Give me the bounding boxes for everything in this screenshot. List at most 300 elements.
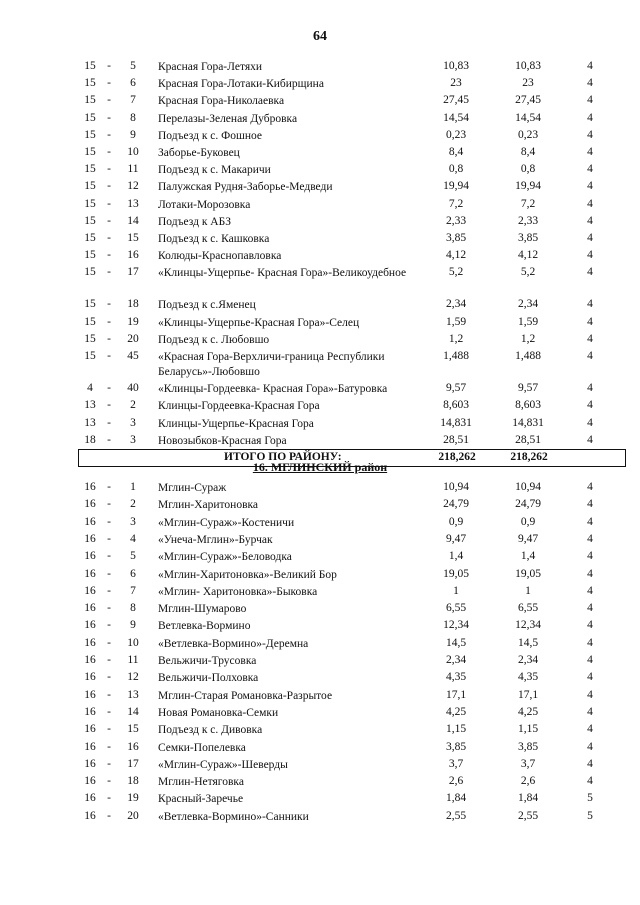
road-category: 4 [587, 705, 593, 718]
table-row [0, 533, 640, 550]
road-district-number: 16 [84, 498, 96, 511]
table-row [0, 232, 640, 249]
number-separator: - [107, 249, 111, 262]
road-district-number: 15 [84, 128, 96, 141]
road-length-2: 1,15 [517, 723, 539, 736]
road-number: 12 [127, 671, 139, 684]
road-name: Красная Гора-Летяхи [158, 61, 263, 73]
road-number: 6 [130, 77, 136, 90]
road-length: 1 [453, 584, 459, 597]
road-length-2: 1 [525, 584, 531, 597]
road-number: 13 [127, 197, 139, 210]
table-row [0, 654, 640, 671]
road-district-number: 15 [84, 266, 96, 279]
number-separator: - [107, 775, 111, 788]
road-name: «Клинцы-Ущерпье-Красная Гора»-Селец [158, 316, 360, 329]
number-separator: - [107, 809, 111, 822]
road-district-number: 16 [84, 654, 96, 666]
road-length-2: 1,84 [517, 792, 539, 805]
table-row [0, 350, 640, 382]
table-row [0, 602, 640, 619]
road-district-number: 15 [84, 232, 96, 244]
road-length-2: 24,79 [515, 498, 541, 511]
road-number: 10 [127, 636, 139, 649]
road-district-number: 15 [84, 350, 96, 362]
road-name: Мглин-Старая Романовка-Разрытое [158, 689, 333, 702]
road-name: Мглин-Нетяговка [158, 776, 244, 789]
road-length-2: 3,85 [517, 740, 539, 753]
road-category: 4 [587, 94, 593, 107]
table-row [0, 417, 640, 434]
road-name: Вельжичи-Трусовка [158, 655, 257, 667]
road-name: «Клинцы-Ущерпье- Красная Гора»-Великоудебное [158, 267, 407, 280]
number-separator: - [107, 619, 111, 632]
number-separator: - [107, 111, 111, 124]
road-number: 40 [127, 382, 139, 394]
road-number: 12 [127, 180, 139, 193]
road-district-number: 15 [84, 77, 96, 90]
road-category: 4 [587, 602, 593, 615]
road-district-number: 16 [84, 688, 96, 701]
table-row [0, 112, 640, 129]
road-district-number: 16 [84, 757, 96, 770]
road-number: 14 [127, 214, 139, 227]
road-name: Клинцы-Гордеевка-Красная Гора [158, 400, 320, 413]
road-length-2: 0,9 [520, 515, 536, 528]
road-length: 1,84 [445, 792, 467, 805]
road-length-2: 19,94 [515, 180, 541, 193]
road-length: 14,54 [443, 111, 469, 124]
road-category: 5 [587, 792, 593, 805]
road-number: 16 [127, 249, 139, 262]
number-separator: - [107, 214, 111, 227]
road-name: «Ветлевка-Вормино»-Санники [158, 810, 309, 823]
road-length: 1,15 [445, 723, 467, 736]
road-category: 4 [587, 163, 593, 176]
road-category: 4 [587, 433, 593, 446]
road-district-number: 16 [84, 671, 96, 684]
number-separator: - [107, 498, 111, 511]
road-number: 7 [130, 584, 136, 597]
road-length-2: 14,54 [515, 111, 541, 124]
road-name: «Унеча-Мглин»-Бурчак [158, 533, 273, 546]
number-separator: - [107, 636, 111, 649]
number-separator: - [107, 399, 111, 412]
road-length: 14,5 [445, 636, 467, 649]
number-separator: - [107, 332, 111, 345]
road-category: 4 [587, 416, 593, 429]
road-length-2: 7,2 [520, 197, 536, 210]
road-number: 2 [130, 498, 136, 511]
table-row [0, 792, 640, 809]
road-district-number: 15 [84, 94, 96, 107]
road-category: 4 [587, 77, 593, 90]
road-district-number: 15 [84, 180, 96, 193]
road-district-number: 15 [84, 163, 96, 176]
number-separator: - [107, 705, 111, 718]
road-category: 4 [587, 723, 593, 736]
road-length-2: 0,8 [520, 163, 536, 176]
road-number: 5 [130, 60, 136, 72]
total-label: ИТОГО ПО РАЙОНУ: [224, 451, 342, 463]
road-number: 8 [130, 602, 136, 615]
number-separator: - [107, 94, 111, 107]
road-category: 4 [587, 550, 593, 563]
road-number: 16 [127, 740, 139, 753]
road-length: 8,4 [448, 146, 464, 158]
table-row [0, 298, 640, 315]
road-number: 2 [130, 399, 136, 412]
road-name: «Мглин-Харитоновка»-Великий Бор [158, 568, 337, 581]
road-length-2: 27,45 [515, 94, 541, 107]
road-name: Новая Романовка-Семки [158, 706, 279, 719]
road-district-number: 4 [87, 382, 93, 394]
road-district-number: 16 [84, 481, 96, 493]
road-category: 4 [587, 180, 593, 193]
road-district-number: 16 [84, 619, 96, 632]
road-number: 14 [127, 705, 139, 718]
number-separator: - [107, 315, 111, 328]
road-name: «Мглин- Харитоновка»-Быковка [158, 585, 318, 598]
road-length: 0,9 [448, 515, 464, 528]
road-number: 15 [127, 723, 139, 736]
road-name: Подъезд к с. Кашковка [158, 233, 270, 245]
number-separator: - [107, 481, 111, 493]
number-separator: - [107, 602, 111, 615]
road-length: 3,85 [445, 740, 467, 753]
road-length: 4,25 [445, 705, 467, 718]
table-row [0, 77, 640, 94]
number-separator: - [107, 567, 111, 580]
table-row [0, 266, 640, 298]
number-separator: - [107, 197, 111, 210]
road-number: 3 [130, 416, 136, 429]
road-length: 0,23 [445, 128, 467, 141]
table-row [0, 198, 640, 215]
road-name: Ветлевка-Вормино [158, 620, 251, 633]
road-length-2: 10,83 [515, 60, 541, 72]
road-length: 10,94 [443, 481, 469, 493]
road-length-2: 9,47 [517, 532, 539, 545]
road-length: 4,12 [445, 249, 467, 262]
road-number: 18 [127, 775, 139, 788]
table-row [0, 689, 640, 706]
table-row [0, 741, 640, 758]
road-number: 17 [127, 757, 139, 770]
road-length-2: 1,2 [520, 332, 536, 345]
road-category: 4 [587, 266, 593, 279]
road-length: 17,1 [445, 688, 467, 701]
road-number: 45 [127, 350, 139, 362]
road-name: Колюды-Краснопавловка [158, 250, 282, 263]
road-district-number: 16 [84, 636, 96, 649]
road-number: 20 [127, 332, 139, 345]
road-number: 15 [127, 232, 139, 244]
road-name: Красная Гора-Николаевка [158, 95, 285, 108]
road-number: 3 [130, 433, 136, 446]
number-separator: - [107, 654, 111, 666]
road-district-number: 16 [84, 550, 96, 563]
table-row [0, 723, 640, 740]
road-district-number: 15 [84, 60, 96, 72]
number-separator: - [107, 266, 111, 279]
number-separator: - [107, 232, 111, 244]
road-number: 11 [127, 163, 139, 176]
road-category: 4 [587, 671, 593, 684]
road-category: 4 [587, 498, 593, 511]
road-name: Красная Гора-Лотаки-Кибирщина [158, 78, 324, 91]
road-length-2: 2,6 [520, 775, 536, 788]
road-number: 1 [130, 481, 136, 493]
road-length-2: 4,35 [517, 671, 539, 684]
table-row [0, 585, 640, 602]
road-length-2: 1,4 [520, 550, 536, 563]
number-separator: - [107, 792, 111, 805]
road-number: 3 [130, 515, 136, 528]
road-name: Мглин-Сураж [158, 482, 227, 494]
road-length-2: 23 [522, 77, 534, 90]
road-name: Красный-Заречье [158, 793, 244, 806]
road-length-2: 6,55 [517, 602, 539, 615]
road-length: 19,94 [443, 180, 469, 193]
road-category: 4 [587, 214, 593, 227]
road-number: 7 [130, 94, 136, 107]
road-length-2: 5,2 [520, 266, 536, 279]
number-separator: - [107, 757, 111, 770]
road-length-2: 0,23 [517, 128, 539, 141]
road-number: 6 [130, 567, 136, 580]
road-category: 4 [587, 197, 593, 210]
road-name: Мглин-Харитоновка [158, 499, 259, 512]
road-district-number: 16 [84, 740, 96, 753]
road-length-2: 19,05 [515, 567, 541, 580]
road-category: 4 [587, 584, 593, 597]
table-row [0, 550, 640, 567]
road-length-2: 2,34 [517, 298, 539, 311]
road-length-2: 17,1 [517, 688, 539, 701]
road-length-2: 4,25 [517, 705, 539, 718]
table-row [0, 758, 640, 775]
road-category: 4 [587, 128, 593, 141]
road-name: «Мглин-Сураж»-Шеверды [158, 758, 288, 771]
road-number: 20 [127, 809, 139, 822]
table-row [0, 481, 640, 498]
road-name: Подъезд к с.Яменец [158, 299, 256, 312]
table-row [0, 249, 640, 266]
road-category: 4 [587, 740, 593, 753]
number-separator: - [107, 515, 111, 528]
road-district-number: 15 [84, 315, 96, 328]
table-row [0, 706, 640, 723]
table-row [0, 129, 640, 146]
road-number: 4 [130, 532, 136, 545]
road-district-number: 15 [84, 249, 96, 262]
road-length-2: 1,488 [515, 350, 541, 362]
road-name: Семки-Попелевка [158, 741, 246, 754]
road-category: 4 [587, 298, 593, 311]
road-name: Мглин-Шумарово [158, 603, 247, 616]
road-length: 7,2 [448, 197, 464, 210]
road-length-2: 9,57 [517, 382, 539, 394]
road-length: 12,34 [443, 619, 469, 632]
road-length-2: 8,603 [515, 399, 541, 412]
number-separator: - [107, 128, 111, 141]
road-number: 13 [127, 688, 139, 701]
number-separator: - [107, 60, 111, 72]
table-row [0, 399, 640, 416]
road-length: 3,85 [445, 232, 467, 244]
road-district-number: 13 [84, 399, 96, 412]
number-separator: - [107, 350, 111, 362]
road-length: 1,488 [443, 350, 469, 362]
road-length-2: 8,4 [520, 146, 536, 158]
road-length: 23 [450, 77, 462, 90]
road-length: 1,59 [445, 315, 467, 328]
road-length: 3,7 [448, 757, 464, 770]
road-length-2: 2,55 [517, 809, 539, 822]
road-number: 18 [127, 298, 139, 311]
number-separator: - [107, 163, 111, 176]
number-separator: - [107, 740, 111, 753]
number-separator: - [107, 416, 111, 429]
road-name: Заборье-Буковец [158, 147, 240, 159]
road-name: Подъезд к с. Макаричи [158, 164, 271, 177]
road-district-number: 16 [84, 602, 96, 615]
table-row [0, 333, 640, 350]
road-district-number: 13 [84, 416, 96, 429]
road-district-number: 16 [84, 809, 96, 822]
road-name: Новозыбков-Красная Гора [158, 434, 287, 447]
road-number: 11 [127, 654, 139, 666]
road-number: 19 [127, 315, 139, 328]
table-row [0, 498, 640, 515]
road-category: 4 [587, 775, 593, 788]
table-row [0, 94, 640, 111]
road-length: 6,55 [445, 602, 467, 615]
number-separator: - [107, 723, 111, 736]
road-district-number: 16 [84, 567, 96, 580]
table-row [0, 215, 640, 232]
road-number: 8 [130, 111, 136, 124]
road-category: 4 [587, 249, 593, 262]
page-number: 64 [313, 29, 327, 44]
number-separator: - [107, 688, 111, 701]
road-category: 4 [587, 688, 593, 701]
road-district-number: 15 [84, 197, 96, 210]
road-name: Палужская Рудня-Заборье-Медведи [158, 181, 333, 194]
road-name: Клинцы-Ущерпье-Красная Гора [158, 417, 314, 430]
table-row [0, 671, 640, 688]
district-heading: 16. МГЛИНСКИЙ район [252, 460, 388, 474]
road-category: 4 [587, 315, 593, 328]
road-name: «Ветлевка-Вормино»-Деремна [158, 637, 309, 650]
table-row [0, 516, 640, 533]
road-district-number: 15 [84, 214, 96, 227]
road-length-2: 1,59 [517, 315, 539, 328]
road-length: 1,4 [448, 550, 464, 563]
road-length: 2,6 [448, 775, 464, 788]
road-district-number: 16 [84, 515, 96, 528]
road-category: 4 [587, 619, 593, 632]
road-length: 1,2 [448, 332, 464, 345]
road-district-number: 15 [84, 146, 96, 158]
road-name: «Красная Гора-Верхличи-граница Республики Беларусь»-Любовшо [158, 351, 385, 378]
road-category: 4 [587, 567, 593, 580]
table-row [0, 637, 640, 654]
road-name: «Клинцы-Гордеевка- Красная Гора»-Батуровка [158, 383, 388, 395]
road-district-number: 15 [84, 332, 96, 345]
road-length-2: 2,33 [517, 214, 539, 227]
road-category: 4 [587, 399, 593, 412]
table-row [0, 180, 640, 197]
table-row [0, 163, 640, 180]
road-number: 9 [130, 128, 136, 141]
road-name: Перелазы-Зеленая Дубровка [158, 112, 298, 125]
road-category: 4 [587, 481, 593, 493]
road-number: 10 [127, 146, 139, 158]
road-length-2: 2,34 [517, 654, 539, 666]
road-number: 9 [130, 619, 136, 632]
road-length: 4,35 [445, 671, 467, 684]
table-row [0, 568, 640, 585]
table-row [0, 775, 640, 792]
road-category: 4 [587, 382, 593, 394]
road-length: 14,831 [440, 416, 472, 429]
road-category: 4 [587, 332, 593, 345]
road-district-number: 16 [84, 792, 96, 805]
road-length-2: 28,51 [515, 433, 541, 446]
table-row [0, 810, 640, 827]
number-separator: - [107, 180, 111, 193]
road-length: 10,83 [443, 60, 469, 72]
road-length-2: 3,7 [520, 757, 536, 770]
road-length: 0,8 [448, 163, 464, 176]
road-category: 4 [587, 757, 593, 770]
road-length: 19,05 [443, 567, 469, 580]
road-category: 4 [587, 111, 593, 124]
number-separator: - [107, 77, 111, 90]
road-length-2: 12,34 [515, 619, 541, 632]
road-length-2: 14,5 [517, 636, 539, 649]
number-separator: - [107, 382, 111, 394]
number-separator: - [107, 550, 111, 563]
road-length: 2,33 [445, 214, 467, 227]
road-name: Подъезд к АБЗ [158, 215, 231, 228]
road-length: 2,34 [445, 654, 467, 666]
total-length-value-2: 218,262 [510, 451, 548, 463]
road-name: Подъезд к с. Фошное [158, 129, 262, 142]
road-name: Подъезд к с. Дивовка [158, 724, 263, 737]
road-category: 4 [587, 232, 593, 244]
number-separator: - [107, 298, 111, 311]
road-category: 4 [587, 60, 593, 72]
road-category: 5 [587, 809, 593, 822]
road-number: 5 [130, 550, 136, 563]
road-category: 4 [587, 636, 593, 649]
road-length: 27,45 [443, 94, 469, 107]
road-district-number: 16 [84, 532, 96, 545]
road-length: 24,79 [443, 498, 469, 511]
road-category: 4 [587, 532, 593, 545]
road-length: 28,51 [443, 433, 469, 446]
table-row [0, 316, 640, 333]
road-district-number: 18 [84, 433, 96, 446]
road-length: 5,2 [448, 266, 464, 279]
road-length: 2,55 [445, 809, 467, 822]
road-district-number: 16 [84, 775, 96, 788]
road-name: Подъезд к с. Любовшо [158, 333, 270, 346]
road-name: Лотаки-Морозовка [158, 198, 251, 211]
